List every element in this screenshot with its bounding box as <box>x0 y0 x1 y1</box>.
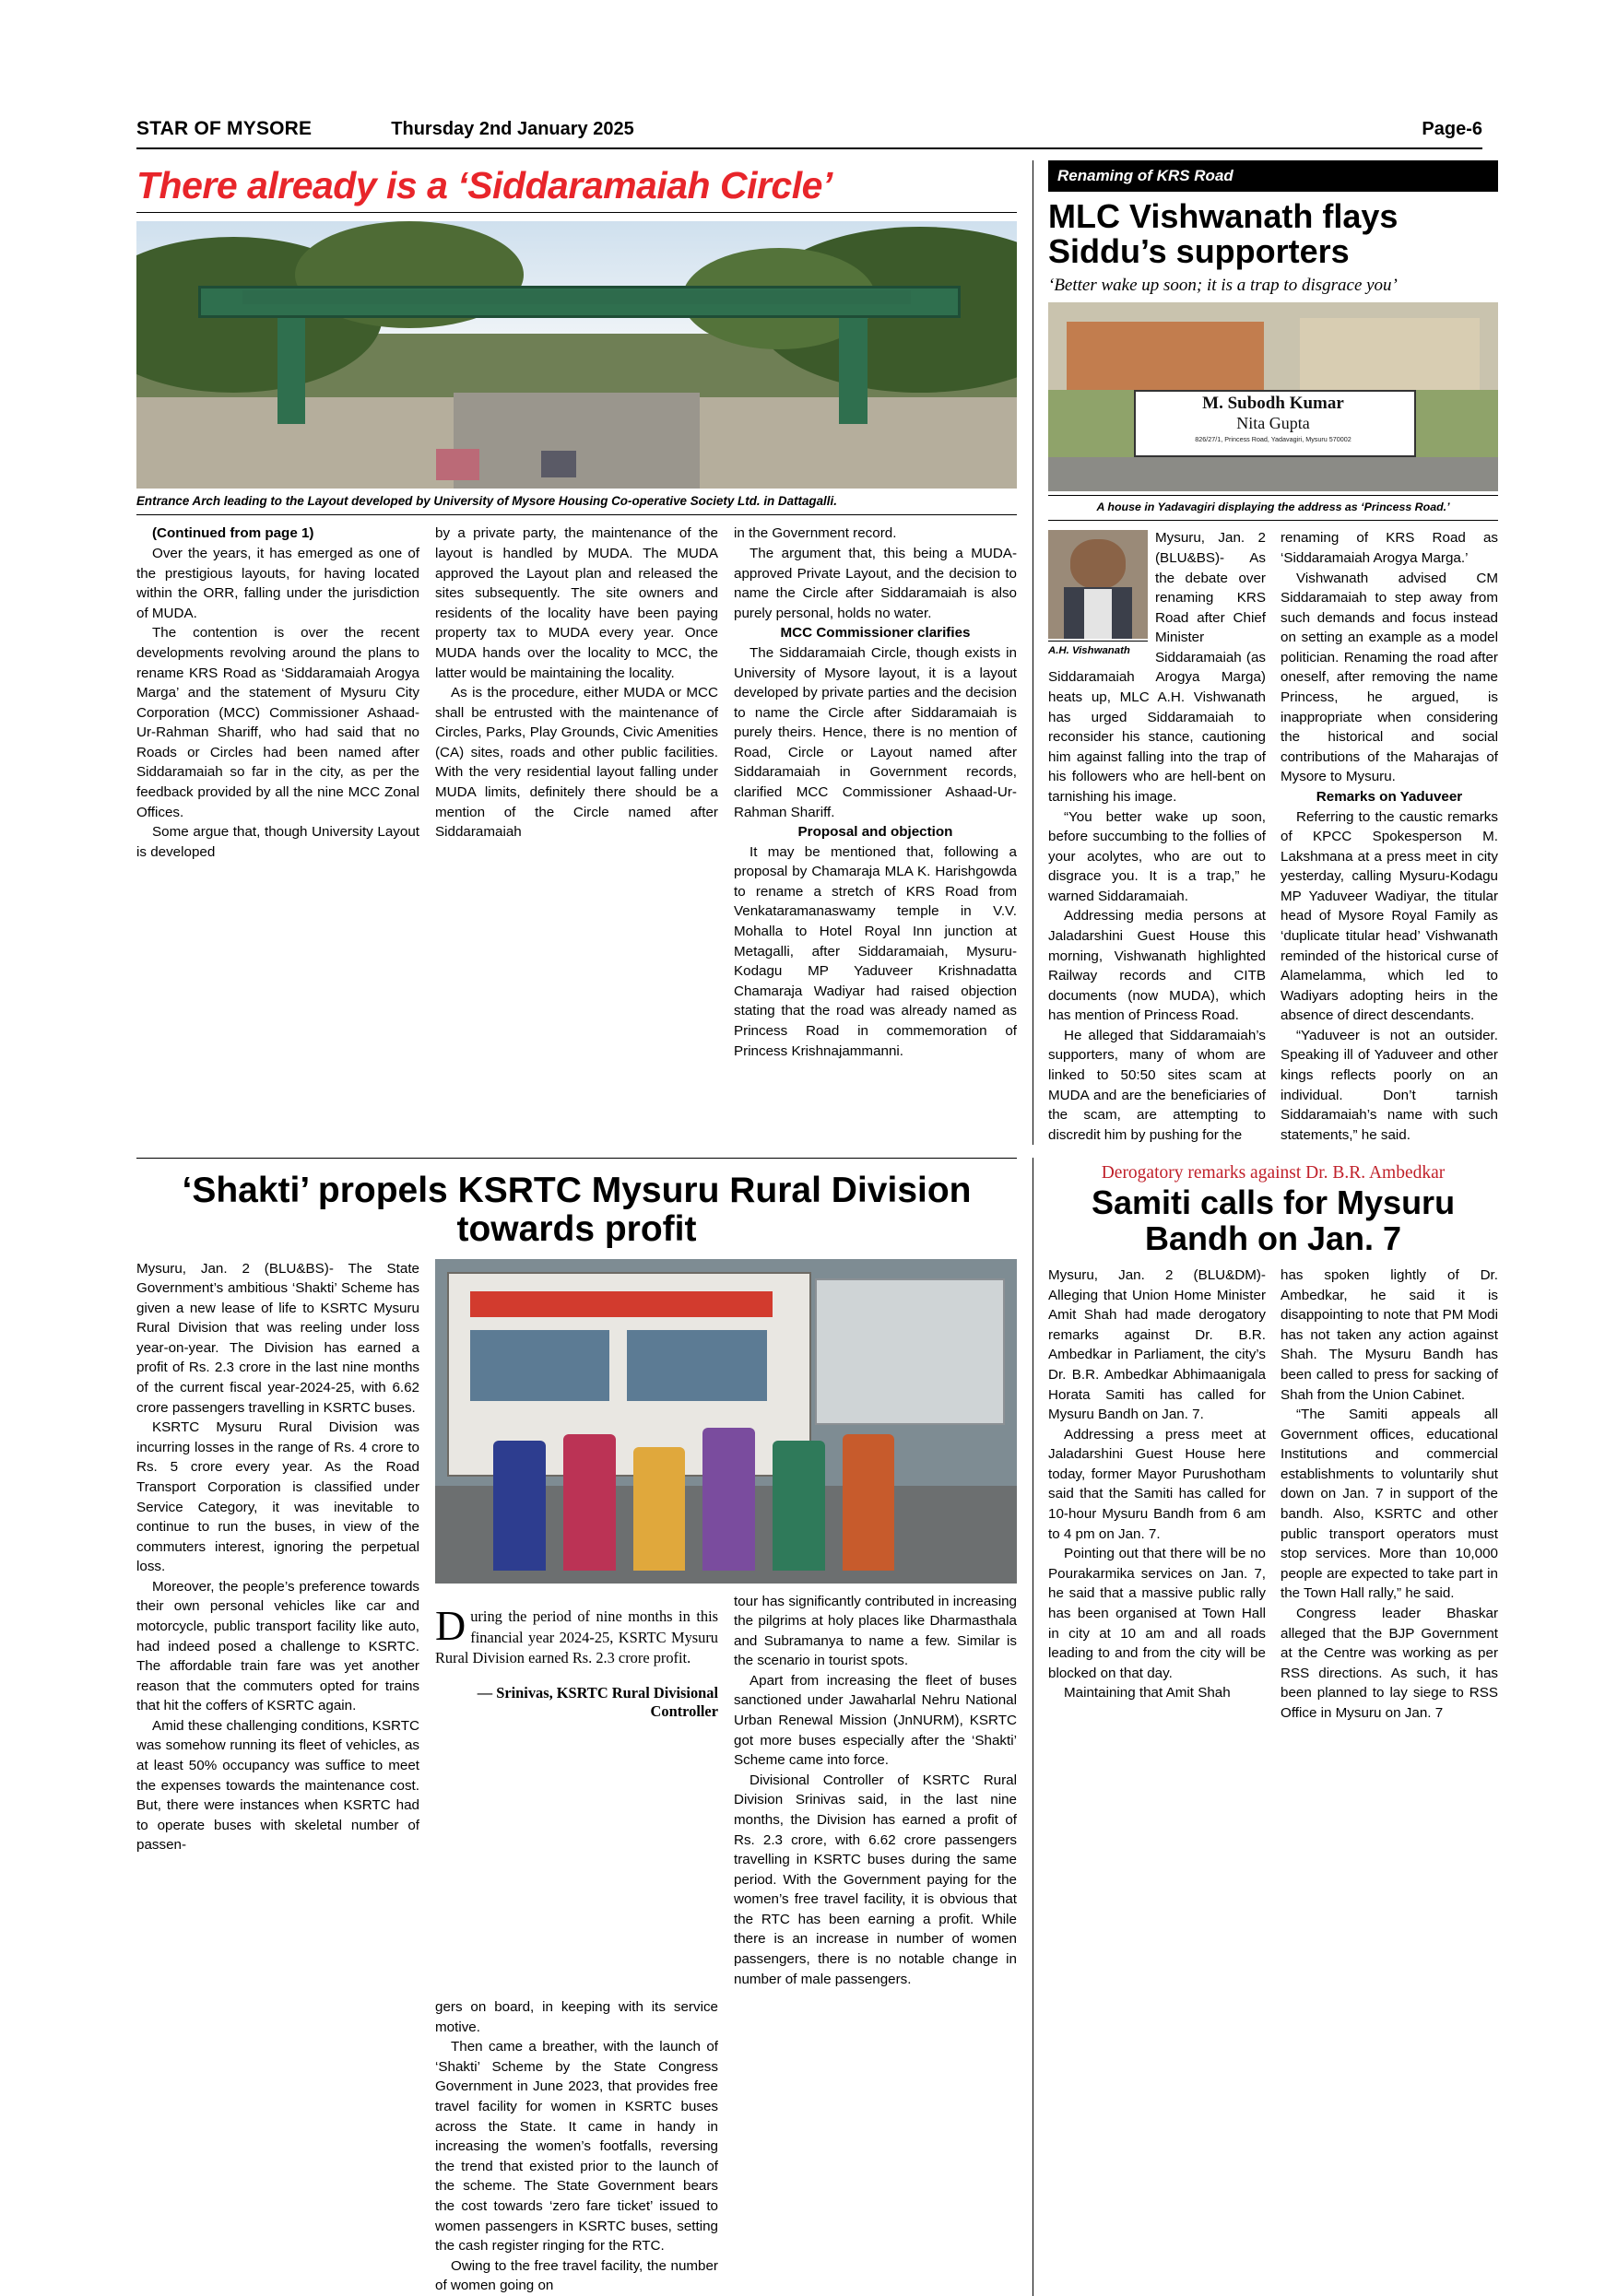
board-line-3: 826/27/1, Princess Road, Yadavagiri, Mysuru 570002 <box>1195 434 1351 443</box>
column-1 <box>1048 528 1266 1145</box>
headline-shakti: ‘Shakti’ propels KSRTC Mysuru Rural Division towards profit <box>182 1171 972 1250</box>
paragraph: Maintaining that Amit Shah <box>1064 1685 1231 1701</box>
story-krs-road <box>1033 160 1498 1145</box>
paragraph: Vishwanath advised CM Siddaramaiah to step away from such demands and focus instead on setting an example as a model politician. Renaming the road after oneself, after removing the name Princess, he argued, is inappropriate when considering the historical and social contributions of the Maharajas of Mysore to Mysuru. <box>1281 570 1498 785</box>
siddaramaiah-columns <box>136 524 1017 1061</box>
column-2 <box>435 524 718 1061</box>
story-shakti <box>136 1158 1498 2295</box>
paper-name: STAR OF MYSORE <box>136 118 313 139</box>
photo-princess-road-house <box>1048 302 1498 491</box>
photo-caption-arch: Entrance Arch leading to the Layout developed by University of Mysore Housing Co-operative Society Ltd. in Dattagalli. <box>136 494 837 509</box>
paragraph: Amid these challenging conditions, KSRTC was somehow running its fleet of vehicles, as at least 50% occupancy was suffice to meet the expenses towards the maintenance cost. But, there were instances when KSRTC had to operate buses with skeletal number of passen- <box>136 1717 419 1854</box>
paragraph: in the Government record. <box>734 525 897 542</box>
paragraph: Addressing media persons at Jaladarshini Guest House this morning, Vishwanath highlighted Railway records and CITB documents (now MUDA), which has mention of Princess Road. <box>1048 908 1266 1024</box>
krs-columns <box>1048 528 1498 1145</box>
samiti-columns <box>1048 1266 1498 1723</box>
paragraph: gers on board, in keeping with its service motive. <box>435 1999 718 2035</box>
photo-entrance-arch <box>136 221 1017 489</box>
paragraph: Then came a breather, with the launch of ‘Shakti’ Scheme by the State Congress Government in June 2023, that provides free travel facility for women in KSRTC buses across the State. It came in handy in increasing the women’s footfalls, reversing the trend that existed prior to the launch of the scheme. The State Government bears the cost towards ‘zero fare ticket’ issued to women passengers in KSRTC buses, setting the cash register ringing for the RTC. <box>435 2039 718 2255</box>
column-1 <box>1048 1266 1266 1723</box>
paragraph: The contention is over the recent developments revolving around the plans to rename KRS Road as ‘Siddaramaiah Arogya Marga’ and the statement of Mysuru City Corporation (MCC) Commissioner Ashaad-Ur-Rahman Shariff, who had said that no Roads or Circles had been named after Siddaramaiah so far in the city, as per the feedback provided by all the nine MCC Zonal Offices. <box>136 625 419 820</box>
column-3 <box>734 524 1017 1061</box>
paragraph: “You better wake up soon, before succumbing to the follies of your acolytes, who are out to disgrace you. It is a trap,” he warned Siddaramaiah. <box>1048 808 1266 904</box>
paragraph: Divisional Controller of KSRTC Rural Division Srinivas said, in the last nine months, the Division has earned a profit of Rs. 2.3 crore, with 6.62 crore passengers travelling in KSRTC buses during the same period. With the Government paying for the women’s free travel facility, it is obvious that the RTC has been earning a profit. While there is an increase in number of women passengers, there is no notable change in number of male passengers. <box>734 1772 1017 1987</box>
shakti-top-row <box>136 1259 1017 2296</box>
paragraph: Congress leader Bhaskar alleged that the BJP Government at the Centre was working as per RSS directions. As such, it has been planned to lay siege to RSS Office in Mysuru on Jan. 7 <box>1281 1605 1498 1721</box>
shakti-main <box>136 1158 1017 2295</box>
paragraph: Mysuru, Jan. 2 (BLU&DM)- Alleging that Union Home Minister Amit Shah had made derogatory remarks against Dr. B.R. Ambedkar in Parliament, the city’s Dr. B.R. Ambedkar Abhimaanigala Horata Samiti has called for Mysuru Bandh on Jan. 7. <box>1048 1267 1266 1423</box>
divider <box>1048 520 1498 521</box>
masthead <box>136 118 1482 149</box>
paragraph: by a private party, the maintenance of the layout is handled by MUDA. The MUDA approved the Layout plan and released the sites subsequently. The site owners and residents of the locality have been paying property tax to MUDA every year. Once MUDA hands over the locality to MCC, the latter would be maintaining the locality. <box>435 525 718 681</box>
subhead-proposal: Proposal and objection <box>797 824 953 841</box>
continued-note: (Continued from page 1) <box>152 525 314 542</box>
kicker-krs: ‘Better wake up soon; it is a trap to disgrace you’ <box>1048 276 1398 296</box>
paragraph: The argument that, this being a MUDA-approved Private Layout, and the decision to name the Circle after Siddaramaiah is also purely personal, holds no water. <box>734 546 1017 621</box>
mugshot-caption: A.H. Vishwanath <box>1048 641 1148 658</box>
paragraph: tour has significantly contributed in increasing the pilgrims at holy places like Dharmasthala and Subramanya to name a few. Similar is the scenario in tourist spots. <box>734 1593 1017 1669</box>
photo-caption-house: A house in Yadavagiri displaying the address as ‘Princess Road.’ <box>1048 495 1498 514</box>
paragraph: Apart from increasing the fleet of buses sanctioned under Jawaharlal Nehru National Urban Renewal Mission (JnNURM), KSRTC got more buses especially after the ‘Shakti’ Scheme came into force. <box>734 1672 1017 1769</box>
headline-siddaramaiah: There already is a ‘Siddaramaiah Circle’ <box>136 164 832 206</box>
paragraph: It may be mentioned that, following a proposal by Chamaraja MLA K. Harishgowda to rename a stretch of KRS Road from Venkataramanaswamy temple in V.V. Mohalla to Hotel Royal Inn junction at Metagalli, after Siddaramaiah, Mysuru-Kodagu MP Yaduveer Krishnadatta Chamaraja Wadiyar had raised objection stating that the road was already named as Princess Road in commemoration of Princess Krishnajammanni. <box>734 843 1017 1059</box>
headline-samiti: Samiti calls for Mysuru Bandh on Jan. 7 <box>1091 1183 1456 1258</box>
paragraph: Pointing out that there will be no Pourakarmika services on Jan. 7, he said that a massive public rally has been organised at Town Hall in city at 10 am and all roads leading to and from the city will be blocked on that day. <box>1048 1546 1266 1681</box>
paragraph: Moreover, the people’s preference towards their own personal vehicles like car and motorcycle, public transport facility like auto, had indeed posed a challenge to KSRTC. The affordable train fare was yet another reason that the commuters opted for trains that hit the coffers of KSRTC again. <box>136 1578 419 1714</box>
paragraph: renaming of KRS Road as ‘Siddaramaiah Arogya Marga.’ <box>1281 530 1498 567</box>
story-siddaramaiah <box>136 160 1017 1145</box>
paragraph: The Siddaramaiah Circle, though exists in University of Mysore layout, it is a layout developed by private parties and the decision to name the Circle after Siddaramaiah is purely theirs. Hence, there is no mention of Road, Circle or Layout named after Siddaramaiah in Government records, clarified MCC Commissioner Ashaad-Ur-Rahman Shariff. <box>734 644 1017 820</box>
pull-quote: During the period of nine months in this financial year 2024-25, KSRTC Mysuru Rural Division earned Rs. 2.3 crore profit. <box>435 1601 718 1667</box>
paragraph: Owing to the free travel facility, the number of women going on <box>435 2257 718 2294</box>
paragraph: He alleged that Siddaramaiah’s supporters, many of whom are linked to 50:50 sites scam at MUDA and are the beneficiaries of the scam, are attempting to discredit him by pushing for the <box>1048 1027 1266 1143</box>
paragraph: KSRTC Mysuru Rural Division was incurring losses in the range of Rs. 4 crore to Rs. 5 crore every year. As the Road Transport Corporation is classified under Service Category, it was inevitable to continue to run the buses, in view of the commuters interest, ignoring the perpetual loss. <box>136 1419 419 1575</box>
paragraph: Mysuru, Jan. 2 (BLU&BS)- As the debate over renaming KRS Road after Chief Minister Siddaramaiah (as Siddaramaiah Arogya Marga) heats up, MLC A.H. Vishwanath has urged Siddaramaiah to reconsider his stance, cautioning him against falling into the trap of his followers who are hell-bent on tarnishing his image. <box>1048 530 1266 805</box>
column-2 <box>1281 528 1498 1145</box>
column-2 <box>1281 1266 1498 1723</box>
photo-bus-crowd <box>435 1259 1017 1584</box>
headline-krs: MLC Vishwanath flays Siddu’s supporters <box>1048 197 1399 271</box>
paragraph: Addressing a press meet at Jaladarshini Guest House here today, former Mayor Purushotham said that the Samiti has called for 10-hour Mysuru Bandh from 6 am to 4 pm on Jan. 7. <box>1048 1426 1266 1542</box>
story-samiti <box>1033 1158 1498 2295</box>
issue-date: Thursday 2nd January 2025 <box>391 119 634 139</box>
kicker-samiti: Derogatory remarks against Dr. B.R. Ambedkar <box>1101 1163 1446 1183</box>
board-line-2: Nita Gupta <box>1236 414 1310 433</box>
board-line-1: M. Subodh Kumar <box>1202 393 1344 413</box>
subhead-mcc: MCC Commissioner clarifies <box>780 625 971 642</box>
paragraph: Referring to the caustic remarks of KPCC Spokesperson M. Lakshmana at a press meet in city yesterday, calling Mysuru-Kodagu MP Yaduveer Wadiyar, the titular head of Mysore Royal Family as ‘duplicate titular head’ Vishwanath reminded of the historical curse of Alamelamma, which led to Wadiyars adopting heirs in the absence of direct descendants. <box>1281 808 1498 1024</box>
column-1 <box>136 1259 419 2296</box>
divider <box>136 212 1017 213</box>
paragraph: As is the procedure, either MUDA or MCC shall be entrusted with the maintenance of Circles, Parks, Play Grounds, Civic Amenities (CA) sites, roads and other public facilities. With the very residential layout falling under MUDA limits, definitely there should be a mention of the Circle named after Siddaramaiah <box>435 685 718 841</box>
section-bar-krs: Renaming of KRS Road <box>1048 160 1498 192</box>
page-content <box>136 118 1498 2296</box>
paragraph: Over the years, it has emerged as one of the prestigious layouts, for having located within the ORR, falling under the jurisdiction of MUDA. <box>136 546 419 621</box>
paragraph: has spoken lightly of Dr. Ambedkar, he said it is disappointing to note that PM Modi has not taken any action against Shah. The Mysuru Bandh has been called to press for sacking of Shah from the Union Cabinet. <box>1281 1267 1498 1403</box>
paragraph: “Yaduveer is not an outsider. Speaking ill of Yaduveer and other kings reflects poorly on an individual. Don’t tarnish Siddaramaiah’s name with such statements,” he said. <box>1281 1027 1498 1143</box>
column-2-bottom <box>435 1997 718 2296</box>
top-section <box>136 160 1498 1145</box>
shakti-right-block <box>435 1259 1017 2296</box>
paragraph: Some argue that, though University Layout is developed <box>136 824 419 860</box>
paragraph: “The Samiti appeals all Government offices, educational Institutions and commercial establishments to voluntarily shut down on Jan. 7 in support of the bandh. Also, KSRTC and other public transport operators must stop services. More than 10,000 people are expected to take part in the Town Hall rally,” he said. <box>1281 1407 1498 1602</box>
pull-quote-block <box>435 1592 718 1990</box>
page-number: Page-6 <box>1422 119 1482 139</box>
divider <box>136 514 1017 515</box>
column-1 <box>136 524 419 1061</box>
paragraph: Mysuru, Jan. 2 (BLU&BS)- The State Government’s ambitious ‘Shakti’ Scheme has given a new lease of life to KSRTC Mysuru Rural Division that was reeling under loss year-on-year. The Division has earned a profit of Rs. 2.3 crore in the last nine months of the current fiscal year-2024-25, with 6.62 crore passengers travelling in KSRTC buses. <box>136 1260 419 1416</box>
mugshot-vishwanath <box>1048 530 1148 639</box>
subhead-yaduveer: Remarks on Yaduveer <box>1316 788 1463 805</box>
column-3-top <box>734 1592 1017 1990</box>
pull-quote-attribution: — Srinivas, KSRTC Rural Divisional Controller <box>477 1684 718 1721</box>
